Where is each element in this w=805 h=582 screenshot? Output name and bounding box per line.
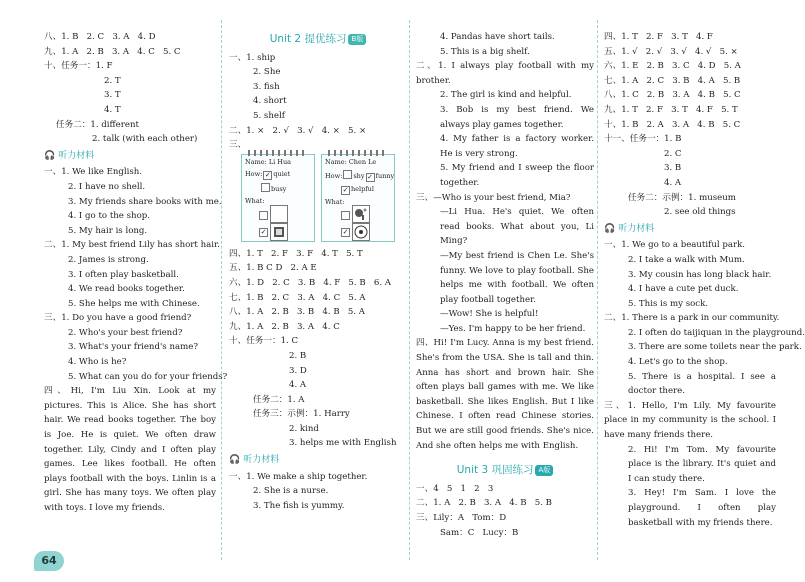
answer-line: Sam：C Lucy：B [440, 527, 519, 538]
transcript-line: 4. I go to the shop. [68, 211, 150, 222]
answer-line: 三、Lily：A Tom：D [416, 513, 507, 523]
transcript-line: 二、1. I always play football with my brother. [416, 61, 594, 86]
answer-line: 十、任务一：1. C [229, 336, 299, 347]
listening-material-heading: 🎧 听力材料 [604, 223, 655, 234]
checkbox-icon [343, 170, 352, 179]
column-divider [409, 20, 410, 560]
transcript-line: 3. There are some toilets near the park. [628, 342, 802, 353]
page-number: 64 [34, 551, 64, 571]
checkbox-icon [341, 211, 350, 220]
answer-line: 3. helps me with English [289, 438, 397, 449]
transcript-line: 三、1. Hello, I'm Lily. My favourite place in my community is the school. I have many friends there. [604, 400, 776, 441]
transcript-line: 三、1. Do you have a good friend? [44, 313, 192, 324]
answer-line: 任务二：1. different [56, 119, 139, 130]
transcript-line: 4. I have a cute pet duck. [628, 284, 739, 295]
answer-line: 九、1. A 2. B 3. A 4. C 5. C [44, 46, 181, 57]
answer-line: 4. short [253, 96, 287, 107]
checkbox-icon [261, 183, 270, 192]
headphones-icon: 🎧 [44, 150, 56, 161]
answer-line: 八、1. B 2. C 3. A 4. D [44, 32, 156, 42]
card-how-row: How: ✓ quiet [245, 169, 291, 179]
section-title: Unit 3 巩固练习 A版 [416, 463, 594, 478]
transcript-line: 5. What can you do for your friends? [68, 371, 228, 382]
answer-line: 二、1. A 2. B 3. A 4. B 5. B [416, 498, 552, 509]
answer-line: 九、1. T 2. F 3. T 4. F 5. T [604, 104, 738, 115]
answer-line: 5. shelf [253, 110, 285, 121]
answer-line: 八、1. A 2. B 3. B 4. B 5. A [229, 307, 365, 318]
section-title: Unit 2 提优练习 B版 [229, 32, 407, 47]
transcript-line: 3. Hey! I'm Sam. I love the playground. I often play basketball with my friends there. [628, 488, 776, 528]
transcript-line: 2. I have no shell. [68, 181, 146, 192]
answer-line: 2. She [253, 67, 281, 78]
answer-line: 七、1. A 2. C 3. B 4. A 5. B [604, 75, 741, 86]
transcript-line: 一、1. We like English. [44, 167, 143, 178]
answer-line: 任务二：示例：1. museum [628, 192, 736, 203]
answer-line: 一、1. ship [229, 52, 276, 63]
answer-line: 4. T [104, 104, 121, 115]
answer-line: 2. B [289, 350, 307, 361]
transcript-line: 2. James is strong. [68, 254, 149, 265]
answer-line: 十、任务一：1. F [44, 61, 113, 72]
transcript-line: —Wow! She is helpful! [440, 309, 539, 320]
transcript-line: 5. My friend and I sweep the floor together. [440, 163, 594, 188]
answer-line: 四、1. T 2. F 3. T 4. F [604, 32, 713, 42]
answer-line: 2. C [664, 148, 682, 159]
transcript-paragraph: 四、Hi, I'm Liu Xin. Look at my pictures. This is Alice. She has short hair. We read books together. The boy is Joe. He is quiet. We often draw together. Lily, Cindy and I often play games. Lee likes football. He often plays football with the boys. Linlin is a girl. She has many toys. We often play with toys. I love my friends. [44, 386, 216, 513]
answer-line: 2. see old things [664, 207, 736, 218]
answer-line: 2. T [104, 75, 121, 86]
transcript-line: 2. She is a nurse. [253, 486, 329, 497]
card-how-row: How: shy ✓ funny [325, 171, 395, 181]
answer-line: 3. D [289, 365, 307, 376]
answer-line: 任务三：示例：1. Harry [253, 409, 350, 420]
football-picture-icon [352, 223, 370, 241]
transcript-line: 2. Hi! I'm Tom. My favourite place is the library. It's quiet and I can study there. [628, 444, 776, 484]
transcript-line: 3. Bob is my best friend. We always play games together. [440, 104, 594, 130]
level-badge: B版 [348, 34, 366, 45]
transcript-line: 二、1. My best friend Lily has short hair. [44, 240, 220, 251]
transcript-line: 4. Pandas have short tails. [440, 32, 555, 42]
headphones-icon: 🎧 [229, 455, 241, 466]
answer-line: 五、1. √ 2. √ 3. √ 4. √ 5. × [604, 46, 738, 57]
transcript-line: 5. This is a big shelf. [440, 46, 530, 57]
column-3 [416, 30, 594, 560]
transcript-line: 5. My hair is long. [68, 225, 148, 236]
headphones-icon: 🎧 [604, 223, 616, 234]
answer-line: 3. B [664, 163, 682, 174]
column-4 [604, 30, 805, 560]
spiral-binding [328, 150, 388, 156]
transcript-line: 3. My friends share books with me. [68, 196, 222, 207]
answer-line: 五、1. B C D 2. A E [229, 263, 317, 274]
answer-line: 4. A [289, 380, 307, 391]
transcript-line: 5. There is a hospital. I see a doctor there. [628, 371, 776, 397]
transcript-line: 2. Who's your best friend? [68, 327, 183, 338]
spiral-binding [248, 150, 308, 156]
transcript-line: 3. The fish is yummy. [253, 500, 345, 511]
checkbox-icon: ✓ [367, 172, 373, 181]
answer-line: 七、1. B 2. C 3. A 4. C 5. A [229, 292, 366, 303]
answer-line: 3. fish [253, 81, 280, 92]
checkbox-icon [259, 211, 268, 220]
answer-line: 六、1. D 2. C 3. B 4. F 5. B 6. A [229, 277, 392, 288]
card-name: Name: Chen Le [325, 157, 377, 166]
listening-material-heading: 🎧 听力材料 [44, 150, 95, 161]
transcript-line: 4. My father is a factory worker. He is very strong. [440, 134, 594, 159]
transcript-line: 二、1. There is a park in our community. [604, 313, 780, 324]
answer-line: 八、1. C 2. B 3. A 4. B 5. C [604, 90, 741, 101]
transcript-line: —Yes. I'm happy to be her friend. [440, 323, 586, 334]
card-name: Name: Li Hua [245, 157, 292, 166]
friend-card-li-hua [241, 154, 315, 242]
checkbox-icon: ✓ [342, 227, 349, 236]
transcript-line: 4. We read books together. [68, 284, 185, 295]
column-1 [44, 30, 228, 560]
listening-material-heading: 🎧 听力材料 [229, 455, 280, 466]
transcript-line: 4. Let's go to the shop. [628, 357, 728, 368]
checkbox-icon: ✓ [342, 185, 349, 194]
answer-line: 四、1. T 2. F 3. F 4. T 5. T [229, 248, 363, 259]
table-tennis-picture-icon [352, 205, 370, 223]
answer-line: 任务二：1. A [253, 394, 305, 405]
transcript-line: 三、—Who is your best friend, Mia? [416, 192, 571, 203]
answer-line: 二、1. × 2. √ 3. √ 4. × 5. × [229, 125, 367, 136]
transcript-line: 3. I often play basketball. [68, 269, 179, 280]
answer-line: 九、1. A 2. B 3. A 4. C [229, 321, 340, 332]
transcript-line: 3. My cousin has long black hair. [628, 269, 772, 280]
card-what-label: What: [245, 196, 265, 205]
checkbox-icon: ✓ [264, 170, 271, 179]
card-how-row: busy [242, 180, 314, 194]
level-badge: A版 [535, 465, 553, 476]
answer-line: 2. talk (with each other) [92, 134, 198, 145]
transcript-line: 一、1. We make a ship together. [229, 471, 368, 482]
column-divider [221, 20, 222, 560]
book-picture-icon [270, 223, 288, 241]
card-how-row: ✓ helpful [342, 184, 374, 194]
answer-line: 三、 [229, 140, 247, 151]
answer-line: 一、4 5 1 2 3 [416, 483, 494, 494]
column-2 [229, 30, 407, 560]
friend-card-chen-le [321, 154, 395, 242]
transcript-line: —My best friend is Chen Le. She's funny. We love to play football. She helps me with football. We often play football together. [440, 250, 594, 305]
checkbox-icon: ✓ [260, 227, 267, 236]
transcript-line: 一、1. We go to a beautiful park. [604, 240, 746, 251]
answer-line: 十一、任务一：1. B [604, 134, 682, 145]
transcript-line: 2. The girl is kind and helpful. [440, 90, 572, 101]
transcript-line: —Li Hua. He's quiet. We often read books. What about you, Li Ming? [440, 207, 594, 247]
transcript-line: 4. Who is he? [68, 357, 127, 368]
answer-line: 2. kind [289, 423, 319, 434]
transcript-paragraph: 四、Hi! I'm Lucy. Anna is my best friend. She's from the USA. She is tall and thin. Anna has short and brown hair. She often plays ball games with me. We like basketball. She likes English. But I like Chinese. I often read Chinese stories. But we are still good friends. She's nice. And she often helps me with English. [416, 338, 594, 451]
transcript-line: 2. I often do taijiquan in the playground. [628, 327, 805, 338]
transcript-line: 3. What's your friend's name? [68, 342, 198, 353]
transcript-line: 2. I take a walk with Mum. [628, 254, 745, 265]
transcript-line: 5. She helps me with Chinese. [68, 298, 200, 309]
friend-cards [241, 154, 407, 244]
answer-line: 4. A [664, 177, 682, 188]
transcript-line: 5. This is my sock. [628, 298, 709, 309]
answer-line: 3. T [104, 90, 121, 101]
column-divider [597, 20, 598, 560]
answer-line: 六、1. E 2. B 3. C 4. D 5. A [604, 61, 741, 72]
card-what-label: What: [325, 197, 345, 206]
answer-line: 十、1. B 2. A 3. A 4. B 5. C [604, 119, 741, 130]
blank-picture-icon [270, 205, 288, 223]
